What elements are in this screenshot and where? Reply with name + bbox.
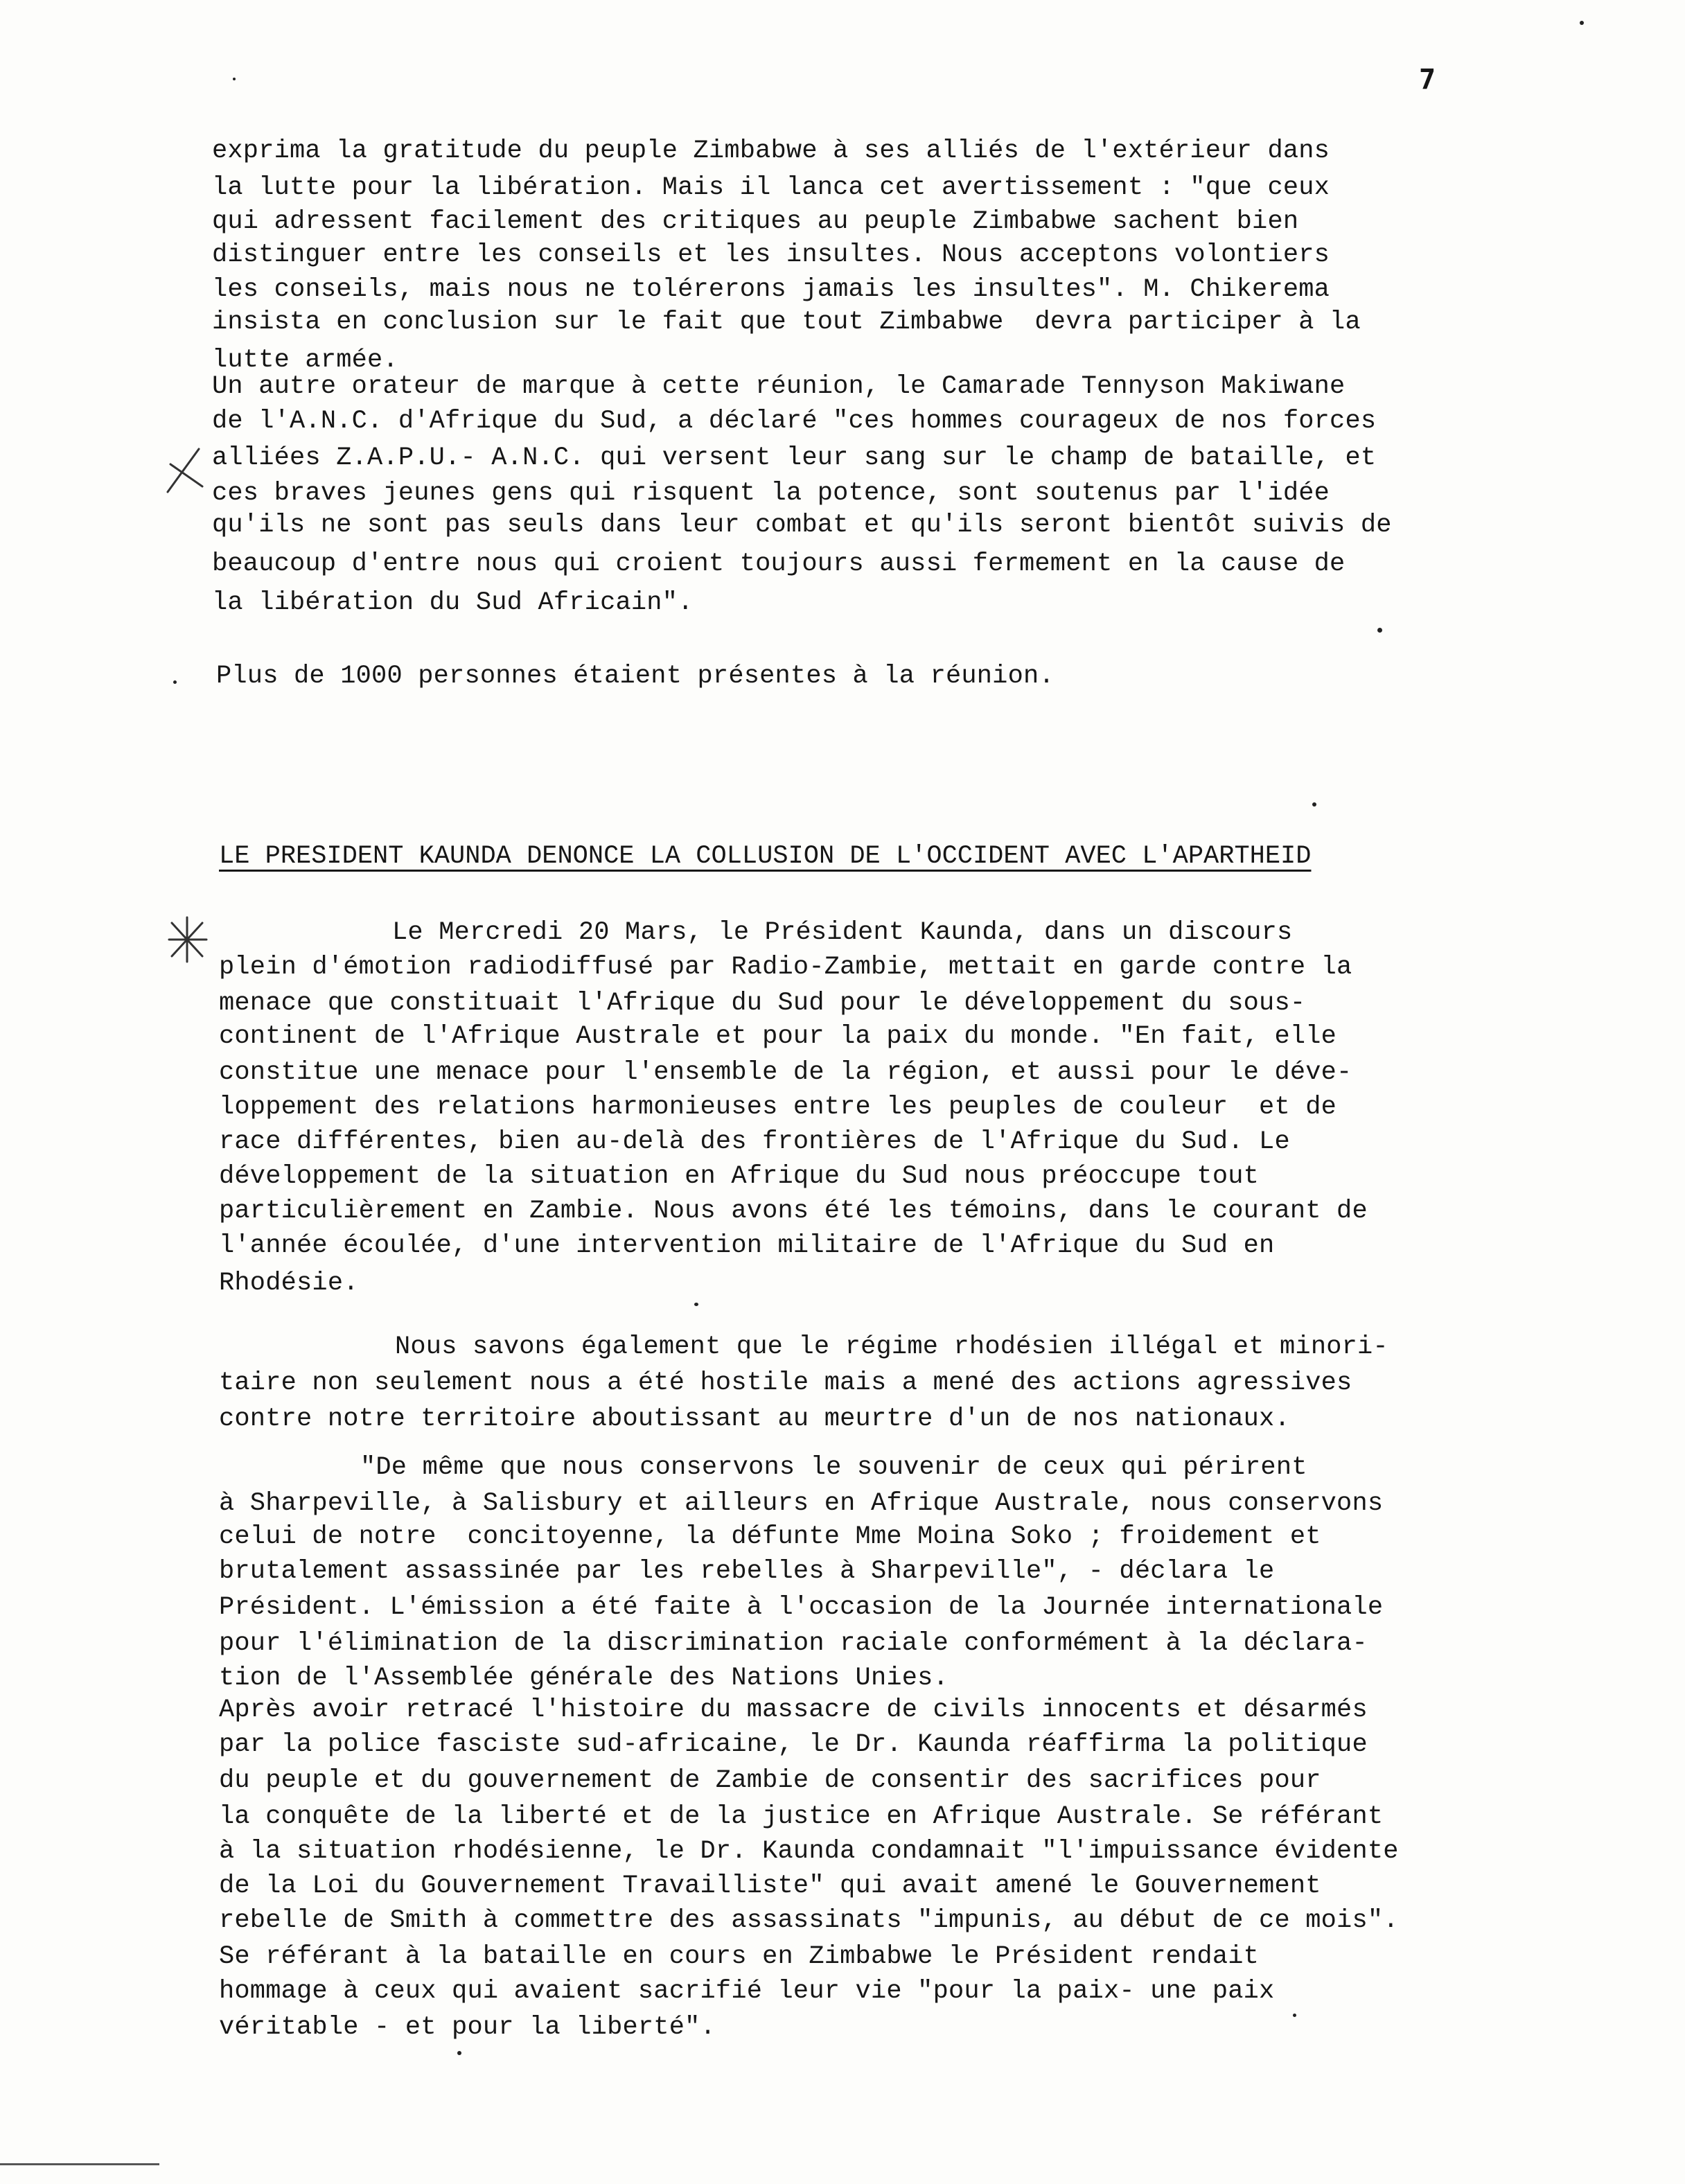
margin-asterisk-mark	[164, 913, 212, 969]
scan-speck	[1312, 802, 1316, 807]
paragraph-line: véritable - et pour la liberté".	[219, 2013, 716, 2042]
paragraph-line: par la police fasciste sud-africaine, le Dr. Kaunda réaffirma la politique	[219, 1730, 1368, 1759]
paragraph-line: Se référant à la bataille en cours en Zimbabwe le Président rendait	[219, 1942, 1260, 1971]
scan-edge-line	[0, 2163, 159, 2165]
scan-speck	[457, 2051, 461, 2055]
paragraph-line: hommage à ceux qui avaient sacrifié leur vie "pour la paix- une paix	[219, 1977, 1275, 2006]
article-heading: LE PRESIDENT KAUNDA DENONCE LA COLLUSION DE L'OCCIDENT AVEC L'APARTHEID	[219, 842, 1312, 871]
paragraph-line: Le Mercredi 20 Mars, le Président Kaunda, dans un discours	[392, 918, 1293, 947]
scan-speck	[233, 78, 236, 80]
intro-line: ces braves jeunes gens qui risquent la potence, sont soutenus par l'idée	[212, 479, 1330, 508]
paragraph-line: pour l'élimination de la discrimination raciale conformément à la déclara-	[219, 1629, 1368, 1658]
paragraph-line: Nous savons également que le régime rhodésien illégal et minori-	[395, 1332, 1388, 1362]
paragraph-line: "De même que nous conservons le souvenir de ceux qui périrent	[360, 1453, 1307, 1482]
intro-line: alliées Z.A.P.U.- A.N.C. qui versent leur sang sur le champ de bataille, et	[212, 443, 1377, 473]
intro-line: Un autre orateur de marque à cette réunion, le Camarade Tennyson Makiwane	[212, 372, 1346, 401]
paragraph-line: contre notre territoire aboutissant au meurtre d'un de nos nationaux.	[219, 1404, 1290, 1434]
paragraph-line: la conquête de la liberté et de la justice en Afrique Australe. Se référant	[219, 1802, 1384, 1831]
paragraph-line: race différentes, bien au-delà des frontières de l'Afrique du Sud. Le	[219, 1127, 1290, 1156]
scan-speck	[1293, 2014, 1296, 2017]
paragraph-line: taire non seulement nous a été hostile mais a mené des actions agressives	[219, 1368, 1352, 1398]
intro-line: exprima la gratitude du peuple Zimbabwe à ses alliés de l'extérieur dans	[212, 136, 1330, 166]
intro-line: beaucoup d'entre nous qui croient toujours aussi fermement en la cause de	[212, 549, 1346, 579]
margin-cross-mark	[161, 443, 209, 499]
scan-speck	[173, 680, 177, 684]
paragraph-line: à Sharpeville, à Salisbury et ailleurs en Afrique Australe, nous conservons	[219, 1489, 1384, 1518]
intro-closing: Plus de 1000 personnes étaient présentes à la réunion.	[216, 662, 1055, 691]
intro-line: qu'ils ne sont pas seuls dans leur combat et qu'ils seront bientôt suivis de	[212, 511, 1392, 540]
paragraph-line: développement de la situation en Afrique du Sud nous préoccupe tout	[219, 1162, 1260, 1191]
paragraph-line: loppement des relations harmonieuses entre les peuples de couleur et de	[219, 1093, 1337, 1122]
paragraph-line: continent de l'Afrique Australe et pour la paix du monde. "En fait, elle	[219, 1022, 1337, 1051]
scan-speck	[694, 1303, 698, 1306]
intro-line: lutte armée.	[212, 346, 398, 375]
paragraph-line: menace que constituait l'Afrique du Sud pour le développement du sous-	[219, 989, 1306, 1018]
paragraph-line: celui de notre concitoyenne, la défunte Mme Moina Soko ; froidement et	[219, 1522, 1321, 1551]
scan-speck	[1580, 21, 1584, 25]
scan-speck	[1377, 628, 1382, 633]
paragraph-line: particulièrement en Zambie. Nous avons été les témoins, dans le courant de	[219, 1197, 1368, 1226]
paragraph-line: Rhodésie.	[219, 1269, 359, 1298]
intro-line: de l'A.N.C. d'Afrique du Sud, a déclaré "ces hommes courageux de nos forces	[212, 407, 1377, 436]
intro-line: les conseils, mais nous ne tolérerons jamais les insultes". M. Chikerema	[212, 275, 1330, 304]
paragraph-line: brutalement assassinée par les rebelles à Sharpeville", - déclara le	[219, 1557, 1275, 1586]
paragraph-line: constitue une menace pour l'ensemble de la région, et aussi pour le déve-	[219, 1058, 1352, 1087]
paragraph-line: Président. L'émission a été faite à l'occasion de la Journée internationale	[219, 1593, 1384, 1622]
intro-line: la libération du Sud Africain".	[212, 588, 694, 617]
intro-line: insista en conclusion sur le fait que tout Zimbabwe devra participer à la	[212, 308, 1361, 337]
paragraph-line: rebelle de Smith à commettre des assassinats "impunis, au début de ce mois".	[219, 1906, 1399, 1935]
paragraph-line: Après avoir retracé l'histoire du massacre de civils innocents et désarmés	[219, 1696, 1368, 1725]
paragraph-line: tion de l'Assemblée générale des Nations Unies.	[219, 1664, 949, 1693]
intro-line: qui adressent facilement des critiques au peuple Zimbabwe sachent bien	[212, 207, 1299, 236]
paragraph-line: plein d'émotion radiodiffusé par Radio-Zambie, mettait en garde contre la	[219, 953, 1352, 982]
page-number: 7	[1419, 64, 1436, 96]
paragraph-line: l'année écoulée, d'une intervention militaire de l'Afrique du Sud en	[219, 1231, 1275, 1260]
paragraph-line: de la Loi du Gouvernement Travailliste" qui avait amené le Gouvernement	[219, 1872, 1321, 1901]
paragraph-line: du peuple et du gouvernement de Zambie de consentir des sacrifices pour	[219, 1766, 1321, 1795]
paragraph-line: à la situation rhodésienne, le Dr. Kaunda condamnait "l'impuissance évidente	[219, 1837, 1399, 1866]
intro-line: distinguer entre les conseils et les insultes. Nous acceptons volontiers	[212, 240, 1330, 270]
intro-line: la lutte pour la libération. Mais il lanca cet avertissement : "que ceux	[212, 173, 1330, 202]
